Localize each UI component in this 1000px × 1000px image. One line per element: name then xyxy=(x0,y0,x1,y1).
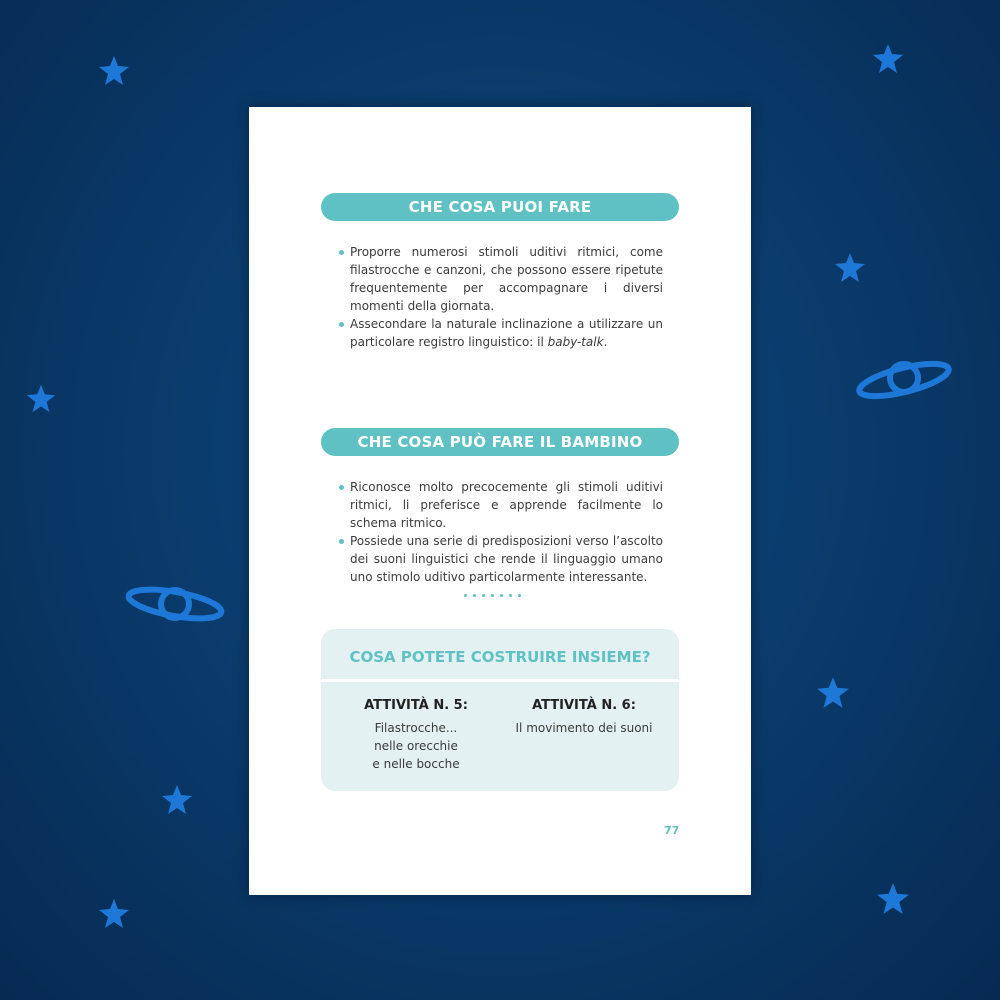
activities-box-title: COSA POTETE COSTRUIRE INSIEME? xyxy=(349,648,651,666)
star-icon xyxy=(875,881,911,917)
star-icon xyxy=(160,783,194,817)
divider xyxy=(321,679,679,682)
section-heading-what-child-can-do: CHE COSA PUÒ FARE IL BAMBINO xyxy=(321,428,679,456)
activities-box xyxy=(321,629,679,791)
star-icon xyxy=(97,897,131,931)
star-icon xyxy=(25,383,57,415)
planet-icon xyxy=(852,350,956,406)
book-page xyxy=(249,107,751,895)
section-list-what-you-can-do xyxy=(339,243,663,351)
star-icon xyxy=(815,675,851,711)
page-number: 77 xyxy=(664,824,680,837)
star-icon xyxy=(97,54,131,88)
activity-name: Il movimento dei suoni xyxy=(515,721,653,735)
star-icon xyxy=(833,251,867,285)
section-list-what-child-can-do xyxy=(339,478,663,586)
list-item: Proporre numerosi stimoli uditivi ritmici, come filastrocche e canzoni, che possono essere ripetute frequentemente per accompagnare i diversi momenti della giornata. xyxy=(339,243,663,315)
list-item: Possiede una serie di predisposizioni verso l’ascolto dei suoni linguistici che rende il linguaggio umano uno stimolo uditivo particolarmente interessante. xyxy=(339,532,663,586)
activity-name: Filastrocche... nelle orecchie e nelle bocche xyxy=(372,721,460,771)
dotted-separator xyxy=(464,594,521,597)
list-item: Assecondare la naturale inclinazione a utilizzare un particolare registro linguistico: il baby-talk. xyxy=(339,315,663,351)
section-heading-what-you-can-do: CHE COSA PUOI FARE xyxy=(321,193,679,221)
activity-5 xyxy=(341,697,491,773)
star-icon xyxy=(871,42,905,76)
planet-icon xyxy=(123,577,227,633)
activity-6 xyxy=(509,697,659,737)
activity-label: ATTIVITÀ N. 6: xyxy=(532,698,636,713)
activity-label: ATTIVITÀ N. 5: xyxy=(364,698,468,713)
list-item: Riconosce molto precocemente gli stimoli uditivi ritmici, li preferisce e apprende facilmente lo schema ritmico. xyxy=(339,478,663,532)
emphasis-baby-talk: baby-talk xyxy=(547,335,604,349)
